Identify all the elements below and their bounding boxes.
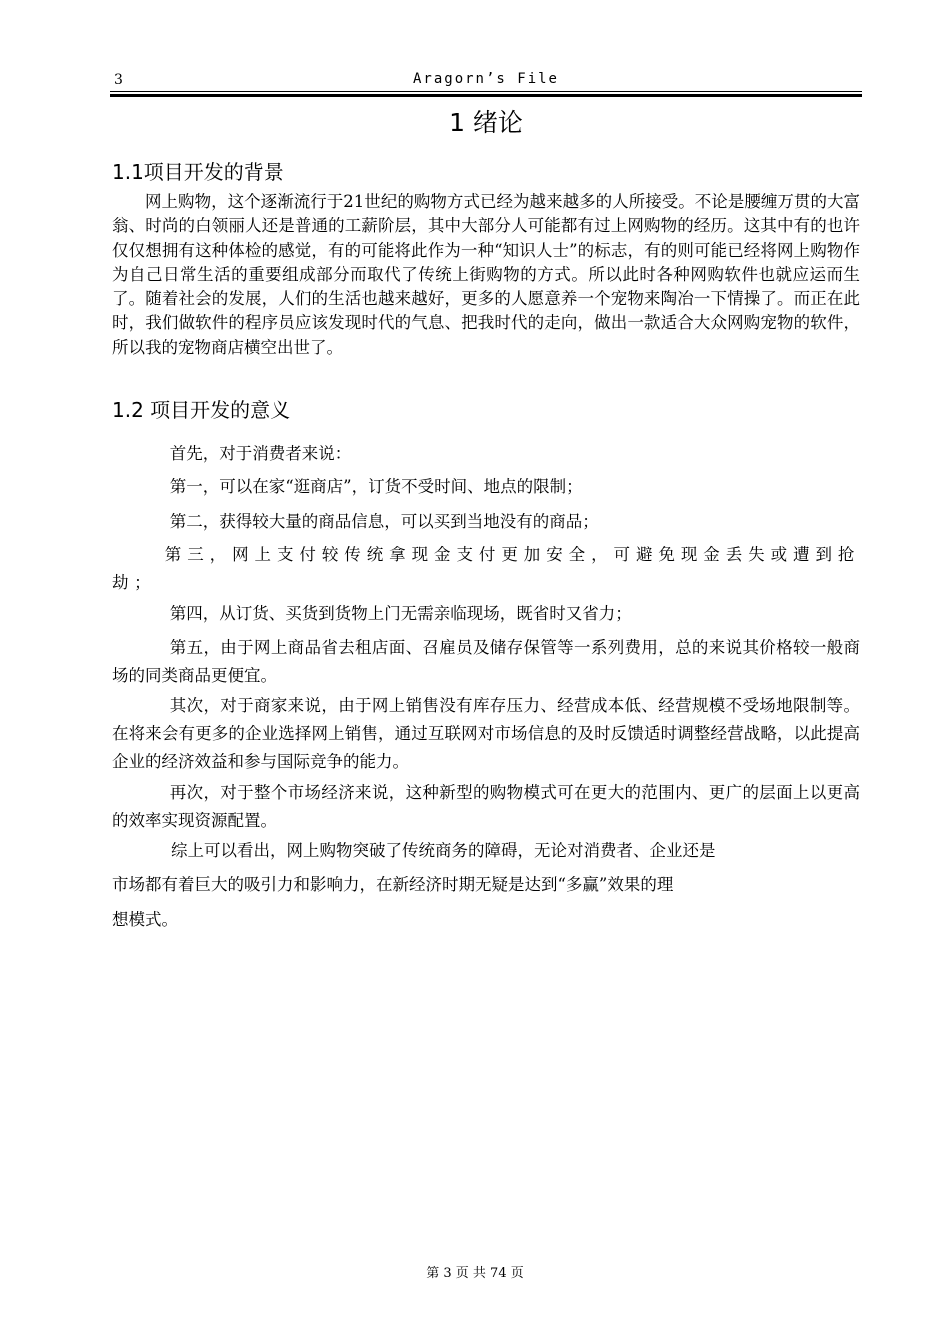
significance-item: 其次，对于商家来说，由于网上销售没有库存压力、经营成本低、经营规模不受场地限制等。在将来会有更多的企业选择网上销售，通过互联网对市场信息的及时反馈适时调整经营战略，以此提高企业的经济效益和参与国际竞争的能力。 — [112, 696, 860, 771]
header-title: Aragorn’s File — [412, 71, 559, 87]
conclusion-line: 综上可以看出，网上购物突破了传统商务的障碍，无论对消费者、企业还是 — [171, 841, 716, 860]
conclusion-line: 想模式。 — [112, 910, 178, 929]
page-footer: 第 3 页 共 74 页 — [426, 1266, 524, 1281]
header-rule-thin — [110, 91, 862, 92]
section-title-background: 1.1项目开发的背景 — [112, 160, 284, 184]
conclusion-line: 市场都有着巨大的吸引力和影响力，在新经济时期无疑是达到“多赢”效果的理 — [112, 875, 674, 894]
significance-item: 第五，由于网上商品省去租店面、召雇员及储存保管等一系列费用，总的来说其价格较一般商场的同类商品更便宜。 — [112, 638, 860, 685]
significance-item: 第二，获得较大量的商品信息，可以买到当地没有的商品； — [169, 512, 599, 531]
significance-item: 再次，对于整个市场经济来说，这种新型的购物模式可在更大的范围内、更广的层面上以更高的效率实现资源配置。 — [112, 783, 860, 830]
section-title-significance: 1.2 项目开发的意义 — [112, 398, 291, 422]
significance-item: 第一，可以在家“逛商店”，订货不受时间、地点的限制； — [169, 477, 583, 496]
header-page-number: 3 — [114, 72, 123, 88]
chapter-title: 1 绪论 — [449, 108, 523, 137]
header-rule-thick — [110, 94, 862, 97]
page-header — [110, 70, 862, 92]
significance-item: 第四，从订货、买货到货物上门无需亲临现场，既省时又省力； — [169, 604, 632, 623]
significance-item: 第三，网上支付较传统拿现金支付更加安全，可避免现金丢失或遭到抢劫； — [112, 545, 860, 592]
background-paragraph: 网上购物，这个逐渐流行于21世纪的购物方式已经为越来越多的人所接受。不论是腰缠万贯的大富翁、时尚的白领丽人还是普通的工薪阶层，其中大部分人可能都有过上网购物的经历。这其中有的也许仅仅想拥有这种体检的感觉，有的可能将此作为一种“知识人士”的标志，有的则可能已经将网上购物作为自己日常生活的重要组成部分而取代了传统上街购物的方式。所以此时各种网购软件也就应运而生了。随着社会的发展，人们的生活也越来越好，更多的人愿意养一个宠物来陶冶一下情操了。而正在此时，我们做软件的程序员应该发现时代的气息、把我时代的走向，做出一款适合大众网购宠物的软件，所以我的宠物商店横空出世了。 — [112, 192, 860, 357]
significance-item: 首先，对于消费者来说： — [169, 444, 352, 463]
